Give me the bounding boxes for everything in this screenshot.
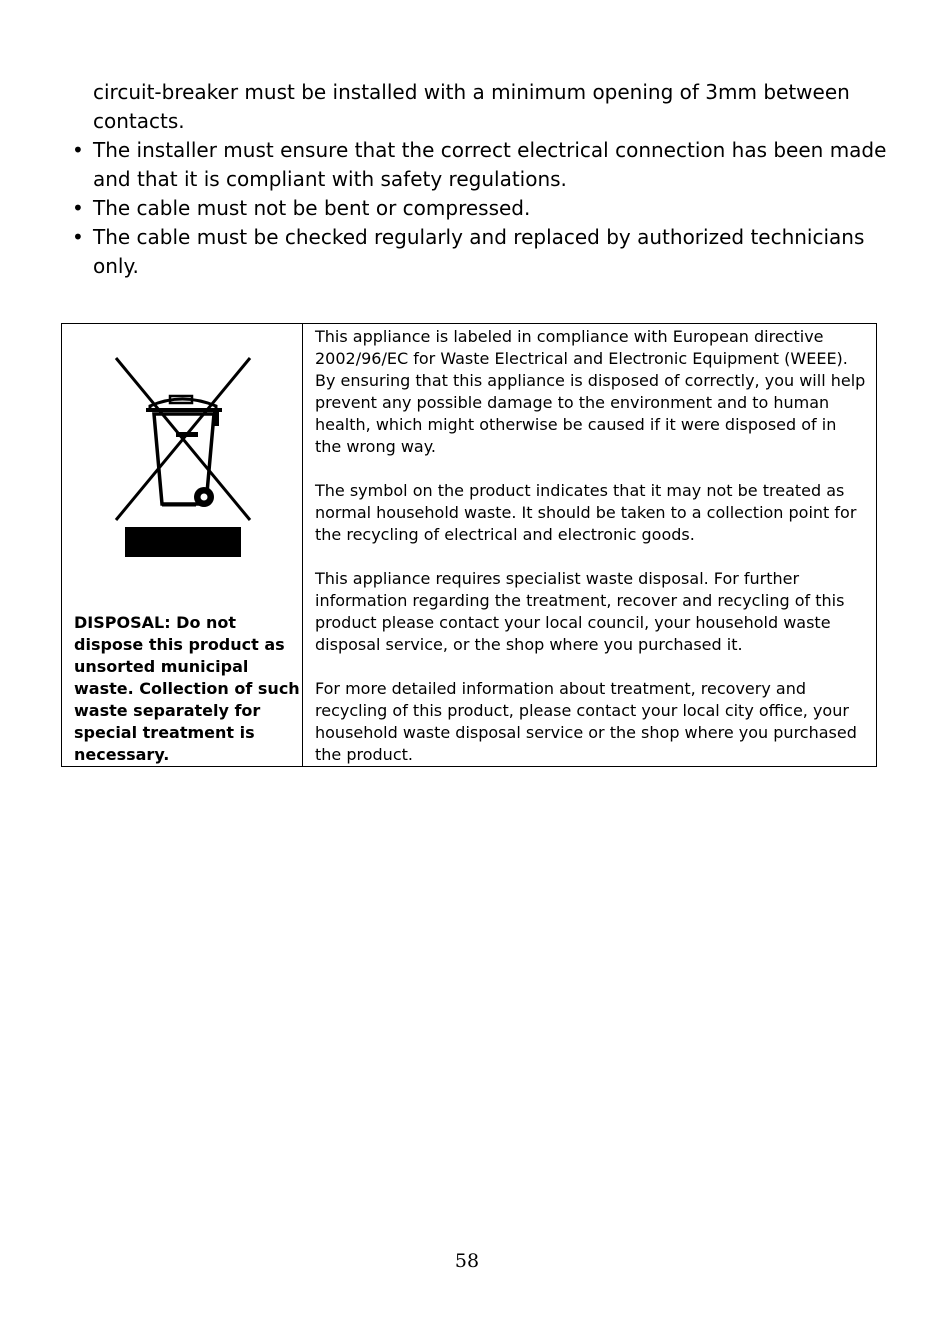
- page-number: 58: [454, 1250, 480, 1272]
- bullet-text: The installer must ensure that the correct electrical connection has been made and that it is compliant with safety regulations.: [93, 138, 887, 191]
- bullet-symbol: •: [72, 196, 84, 220]
- bullet-item: [72, 194, 892, 223]
- disposal-right-column: [303, 324, 876, 766]
- disposal-warning: DISPOSAL: Do not dispose this product as unsorted municipal waste. Collection of such waste separately for special treatment is necessary.: [74, 613, 300, 764]
- installation-notes: [72, 78, 892, 281]
- bullet-symbol: •: [72, 138, 84, 162]
- crossed-out-wheelie-bin-icon: [112, 354, 254, 524]
- disposal-left-column: [62, 324, 303, 766]
- bullet-item: [72, 223, 892, 281]
- continued-text: circuit-breaker must be installed with a minimum opening of 3mm between contacts.: [93, 80, 850, 133]
- weee-paragraph: This appliance requires specialist waste disposal. For further information regarding the treatment, recover and recycling of this product please contact your local council, your household waste disposal service, or the shop where you purchased it.: [315, 569, 845, 654]
- bullet-item: [72, 136, 892, 194]
- bullet-text: The cable must not be bent or compressed.: [93, 196, 531, 220]
- bullet-text: The cable must be checked regularly and replaced by authorized technicians only.: [93, 225, 865, 278]
- weee-paragraph: This appliance is labeled in compliance with European directive 2002/96/EC for Waste Electrical and Electronic Equipment (WEEE). By ensuring that this appliance is disposed of correctly, you will help prevent any possible damage to the environment and to human health, which might otherwise be caused if it were disposed of in the wrong way.: [315, 327, 866, 456]
- weee-paragraph: For more detailed information about treatment, recovery and recycling of this product, please contact your local city office, your household waste disposal service or the shop where you purchased the product.: [315, 679, 857, 764]
- weee-paragraph: The symbol on the product indicates that it may not be treated as normal household waste. It should be taken to a collection point for the recycling of electrical and electronic goods.: [315, 481, 857, 544]
- weee-disposal-box: [61, 323, 877, 767]
- bullet-symbol: •: [72, 225, 84, 249]
- black-bar-marking: [125, 527, 241, 557]
